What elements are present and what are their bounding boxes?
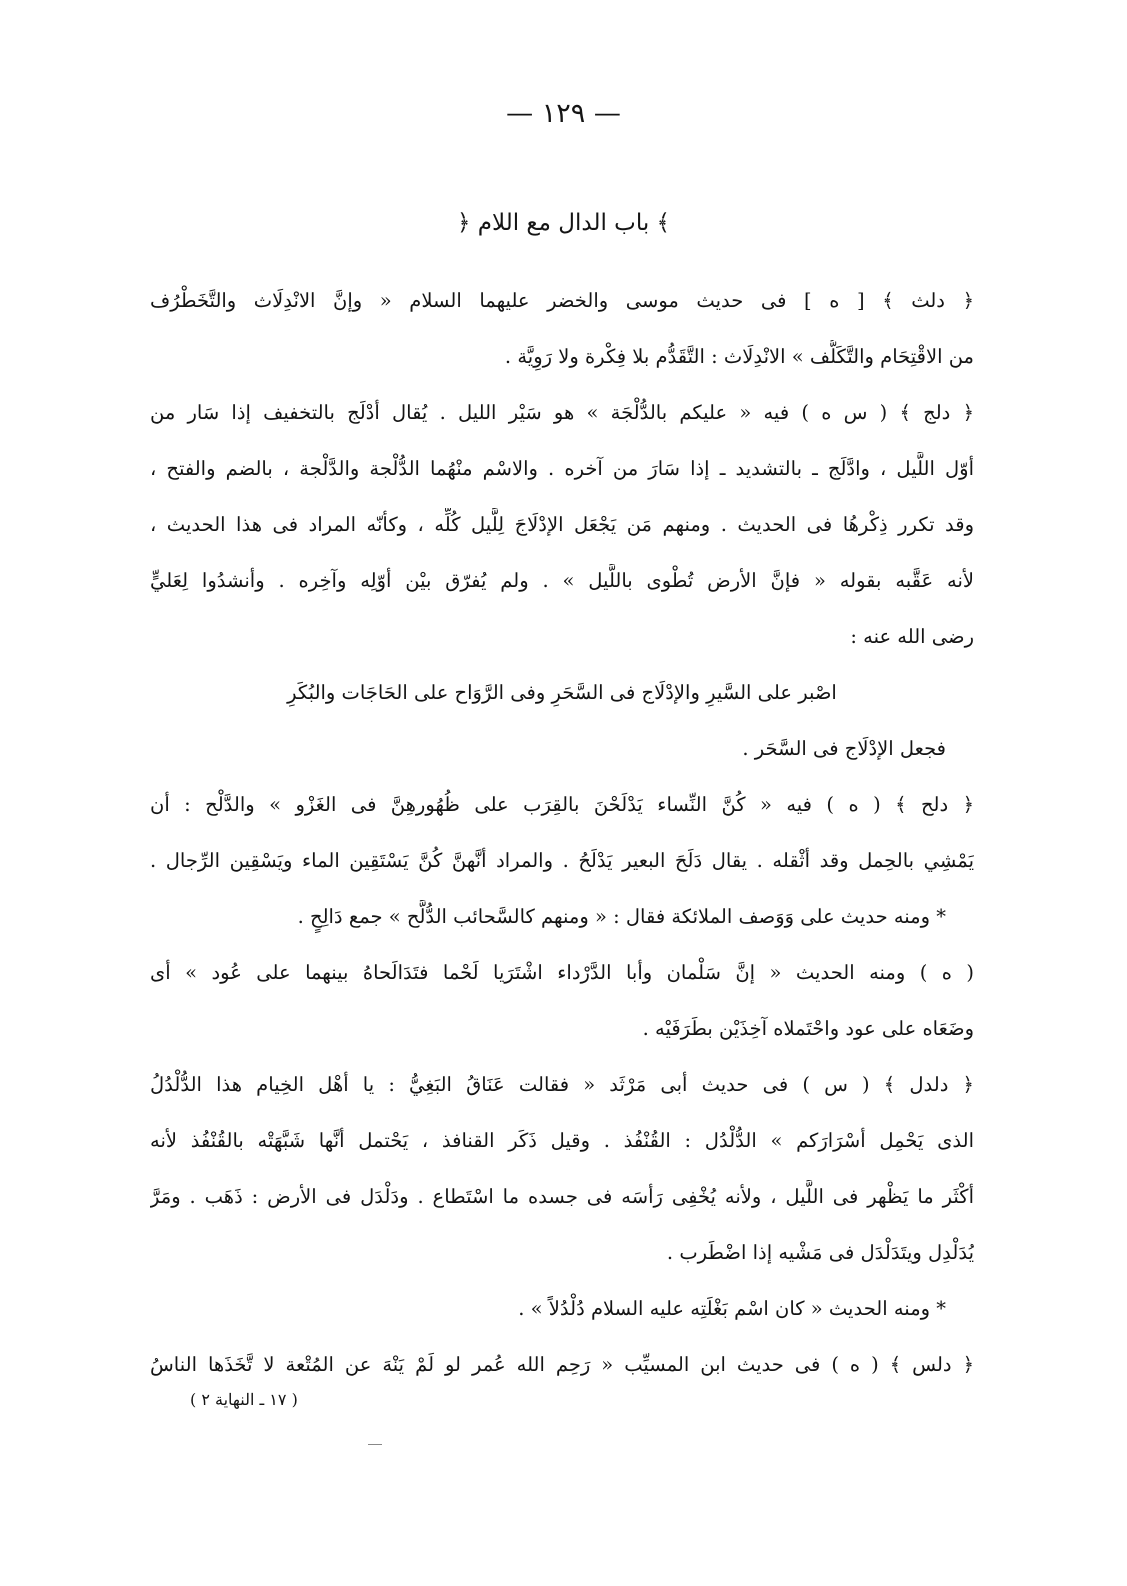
body-text (150, 284, 974, 1404)
text-line: أكْثَر ما يَظْهر فى اللَّيل ، ولأنه يُخْفِى رَأسَه فى جسده ما اسْتَطاع . ودَلْدَل فى الأرض : ذَهَب . ومَرَّ (150, 1185, 974, 1208)
text-line: * ومنه الحديث « كان اسْم بَغْلَتِه عليه السلام دُلْدُلاً » . (518, 1297, 946, 1320)
text-line: ﴿ دلج ﴾ ( س ه ) فيه « عليكم بالدُّلْجَة » هو سَيْر الليل . يُقال أدْلَج بالتخفيف إذا سَار من (150, 401, 974, 424)
text-line: يَمْشِي بالحِمل وقد أثْقله . يقال دَلَحَ البعير يَدْلَحُ . والمراد أنَّهنَّ كُنَّ يَسْتَقِين الماء ويَسْقِين الرِّجال . (150, 849, 974, 872)
page-mark (368, 1444, 382, 1445)
footer-signature: ( ١٧ ـ النهاية ٢ ) (190, 1390, 298, 1409)
text-line: يُدَلْدِل ويتَدَلْدَل فى مَشْيه إذا اضْطَرب . (666, 1241, 974, 1264)
text-line: فجعل الإدْلَاج فى السَّحَر . (742, 737, 946, 760)
chapter-heading: ﴿ باب الدال مع اللام ﴾ (456, 210, 671, 236)
text-line: رضى الله عنه : (850, 625, 974, 648)
text-line: ( ه ) ومنه الحديث « إنَّ سَلْمان وأبا الدَّرْداء اشْتَرَيا لَحْما فتَدَالَحاهُ بينهما على عُود » أى (150, 961, 974, 984)
text-line: ﴿ دلدل ﴾ ( س ) فى حديث أبى مَرْثَد « فقالت عَنَاقُ البَغِيُّ : يا أهْل الخِيام هذا الدُّلْدُلُ (150, 1073, 974, 1096)
text-line: * ومنه حديث على وَوَصف الملائكة فقال : « ومنهم كالسَّحائب الدُّلَّح » جمع دَالِحٍ . (297, 905, 946, 928)
text-line: ﴿ دلث ﴾ [ ه ] فى حديث موسى والخضر عليهما السلام « وإنَّ الانْدِلَاث والتَّخَطْرُف (150, 289, 974, 312)
text-line: ﴿ دلس ﴾ ( ه ) فى حديث ابن المسيِّب « رَحِم الله عُمر لو لَمْ يَنْهَ عن المُتْعة لا تَّخَذَها الناسُ (150, 1353, 974, 1376)
text-line: الذى يَحْمِل أسْرَارَكم » الدُّلْدُل : القُنْفُذ . وقيل ذَكَر القنافذ ، يَحْتمل أنَّها شَبَّهَتْه بالقُنْفُذ لأنه (150, 1129, 974, 1152)
verse-line: اصْبر على السَّيرِ والإدْلَاج فى السَّحَرِ وفى الرَّوَاح على الحَاجَات والبُكَرِ (287, 681, 837, 704)
text-line: لأنه عَقَّبه بقوله « فإنَّ الأرض تُطْوى باللَّيل » . ولم يُفرّق بيْن أوّلِه وآخِره . وأنشدُوا لِعَليٍّ (150, 569, 974, 592)
text-line: وقد تكرر ذِكْرهُا فى الحديث . ومنهم مَن يَجْعَل الإدْلَاجَ لِلَّيل كُلِّه ، وكأنّه المراد فى هذا الحديث ، (150, 513, 974, 536)
page-number: — ١٢٩ — (506, 98, 621, 129)
text-line: ﴿ دلح ﴾ ( ه ) فيه « كُنَّ النِّساء يَدْلَحْنَ بالقِرَب على ظُهُورهِنَّ فى الغَزْو » والدَّلْح : أن (150, 793, 974, 816)
text-line: من الاقْتِحَام والتَّكَلُّف » الانْدِلَاث : التَّقَدُّم بلا فِكْرة ولا رَوِيَّة . (504, 345, 974, 368)
text-line: أوّل اللَّيل ، وادَّلَج ـ بالتشديد ـ إذا سَارَ من آخره . والاسْم منْهُما الدُّلْجة والدَّلْجة ، بالضم والفتح ، (150, 457, 974, 480)
text-line: وضَعَاه على عود واحْتَملاه آخِذَيْن بطَرَفَيْه . (642, 1017, 974, 1040)
